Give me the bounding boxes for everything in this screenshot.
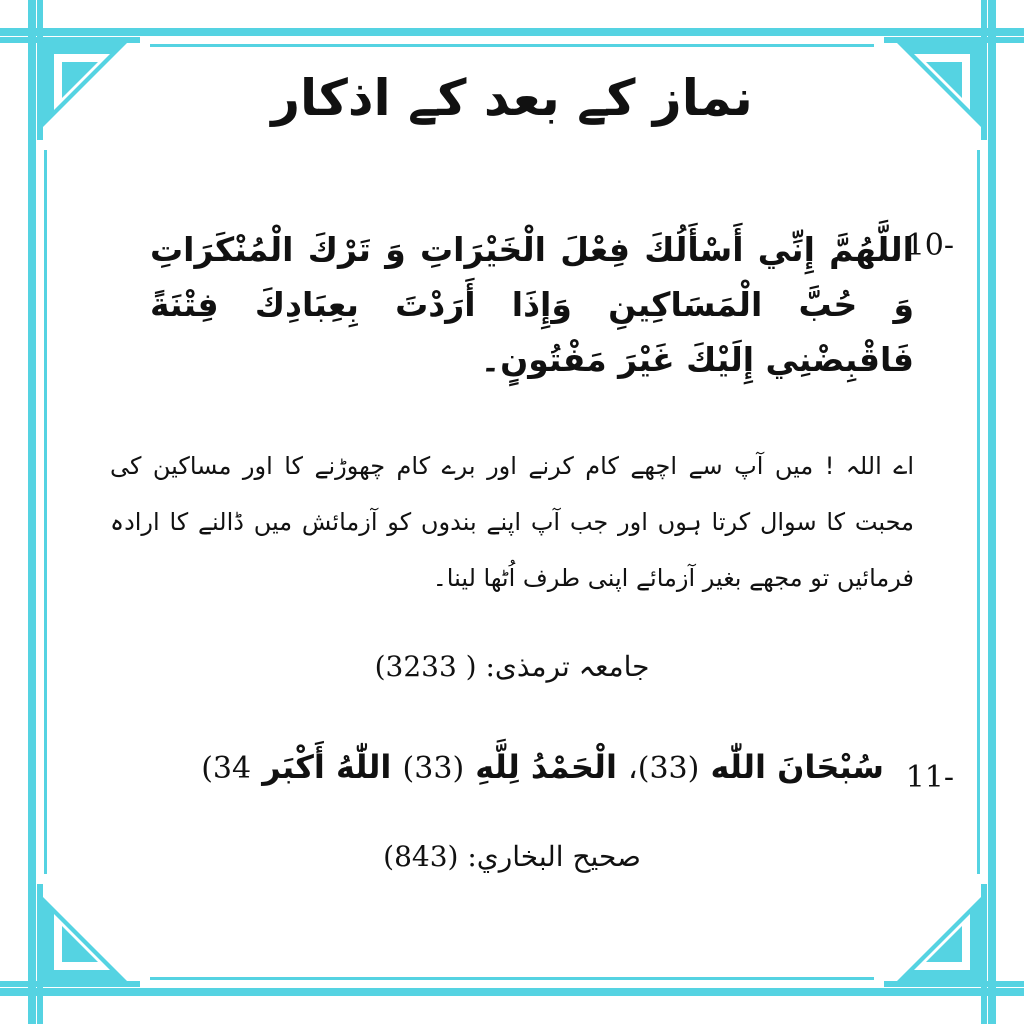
frame-top-line-inner <box>150 44 874 47</box>
corner-ornament-top-left <box>0 0 140 140</box>
frame-right-line-inner <box>977 150 980 874</box>
corner-ornament-bottom-left <box>0 884 140 1024</box>
tasbih-allahu-akbar: اللّٰهُ أَكْبَر <box>262 748 392 786</box>
frame-bottom-line <box>0 988 1024 996</box>
item-number-10: 10- <box>905 228 954 263</box>
tasbih-line <box>100 748 884 786</box>
item-number-11: 11- <box>905 760 954 795</box>
tasbih-count-subhanallah: (33)، <box>628 751 700 786</box>
corner-ornament-top-right <box>884 0 1024 140</box>
frame-bottom-line-inner <box>150 977 874 980</box>
dua-urdu-translation: اے اللہ ! میں آپ سے اچھے کام کرنے اور برے کام چھوڑنے کا اور مساکین کی محبت کا سوال کرتا ہوں اور جب آپ اپنے بندوں کو آزمائش میں ڈالنے کا ارادہ فرمائیں تو مجھے بغیر آزمائے اپنی طرف اُٹھا لینا۔ <box>110 452 914 592</box>
dua-arabic-text: اللَّهُمَّ إِنِّي أَسْأَلُكَ فِعْلَ الْخَيْرَاتِ وَ تَرْكَ الْمُنْكَرَاتِ وَ حُبَّ الْمَسَاكِينِ وَإِذَا أَرَدْتَ بِعِبَادِكَ فِتْنَةً فَاقْبِضْنِي إِلَيْكَ غَيْرَ مَفْتُونٍ۔ <box>150 230 914 379</box>
tasbih-count-allahu-akbar: 34) <box>201 751 252 786</box>
tasbih-alhamdulillah: الْحَمْدُ لِلَّهِ <box>475 748 617 786</box>
tasbih-count-alhamdulillah: (33) <box>402 751 465 786</box>
frame-left-line-inner <box>44 150 47 874</box>
page-title: نماز کے بعد کے اذکار <box>271 69 753 127</box>
reference-bukhari: صحيح البخاري: (843) <box>383 840 641 873</box>
corner-ornament-bottom-right <box>884 884 1024 1024</box>
tasbih-subhanallah: سُبْحَانَ اللّٰه <box>710 748 884 786</box>
frame-top-line <box>0 28 1024 36</box>
reference-tirmidhi: جامعہ ترمذی: ( 3233) <box>374 650 650 683</box>
